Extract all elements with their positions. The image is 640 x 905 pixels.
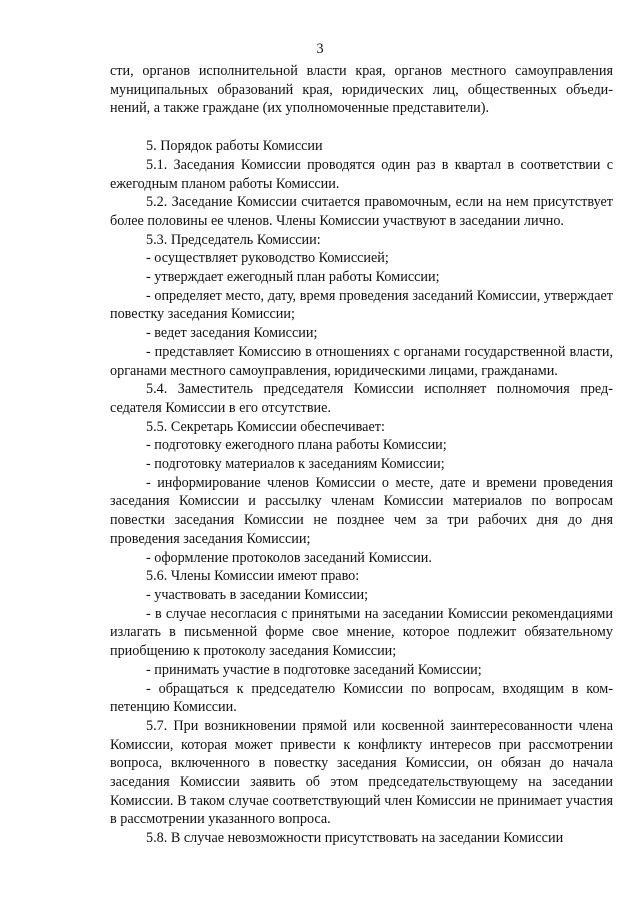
clause-5-2: 5.2. Заседание Комиссии считается правомочным, если на нем присутствует более половины ее членов. Члены Комиссии участвуют в заседании лично. (110, 194, 613, 229)
list-item: - представляет Комиссию в отношениях с органами государственной власти, органами местного самоуправления, юридическими лицами, гражданами. (110, 343, 613, 379)
clause-5-1: 5.1. Заседания Комиссии проводятся один раз в квартал в соответствии с ежегодным планом работы Комиссии. (110, 156, 613, 192)
list-item: - информирование членов Комиссии о месте, дате и времени проведения заседания Комиссии и рассылку членам Комиссии материалов по вопросам повестки заседания Комиссии не позднее чем за три рабочих дня до дня проведения заседания Комиссии; (110, 474, 613, 547)
clause-5-8: 5.8. В случае невозможности присутствовать на заседании Комиссии (146, 830, 564, 847)
document-body (110, 62, 613, 848)
paragraph-intro-continuation: сти, органов исполнительной власти края, органов местного самоуправления муниципальных образований края, юридических лиц, общественных объединений, а также граждане (их уполномоченные представители). (110, 63, 613, 117)
list-item: - подготовку материалов к заседаниям Комиссии; (146, 456, 445, 473)
list-item: - принимать участие в подготовке заседаний Комиссии; (146, 661, 482, 678)
list-item: - участвовать в заседании Комиссии; (146, 586, 369, 603)
clause-5-3: 5.3. Председатель Комиссии: (146, 231, 321, 248)
list-item: - обращаться к председателю Комиссии по вопросам, входящим в компетенцию Комиссии. (110, 680, 613, 716)
list-item: - в случае несогласия с принятыми на заседании Комиссии рекомендациями излагать в письменной форме свое мнение, которое подлежит обязательному приобщению к протоколу заседания Комиссии; (110, 605, 613, 660)
clause-5-7: 5.7. При возникновении прямой или косвенной заинтересованности члена Комиссии, которая может привести к конфликту интересов при рассмотрении вопроса, включенного в повестку заседания Комиссии, он обязан до начала заседания Комиссии заявить об этом председательствующему на заседании Комиссии. В таком случае соответствующий член Комиссии не принимает участия в рассмотрении указанного вопроса. (110, 717, 613, 828)
clause-5-4: 5.4. Заместитель председателя Комиссии исполняет полномочия председателя Комиссии в его отсутствие. (110, 381, 613, 416)
list-item: - определяет место, дату, время проведения заседаний Комиссии, утверждает повестку заседания Комиссии; (110, 287, 613, 323)
list-item: - утверждает ежегодный план работы Комиссии; (146, 269, 440, 286)
clause-5-6: 5.6. Члены Комиссии имеют право: (146, 568, 360, 585)
list-item: - ведет заседания Комиссии; (146, 325, 318, 342)
page-number: 3 (316, 41, 324, 57)
list-item: - осуществляет руководство Комиссией; (146, 250, 389, 267)
section-heading-5: 5. Порядок работы Комиссии (146, 138, 323, 155)
clause-5-5: 5.5. Секретарь Комиссии обеспечивает: (146, 418, 385, 435)
list-item: - подготовку ежегодного плана работы Комиссии; (146, 437, 447, 454)
list-item: - оформление протоколов заседаний Комиссии. (146, 549, 432, 566)
